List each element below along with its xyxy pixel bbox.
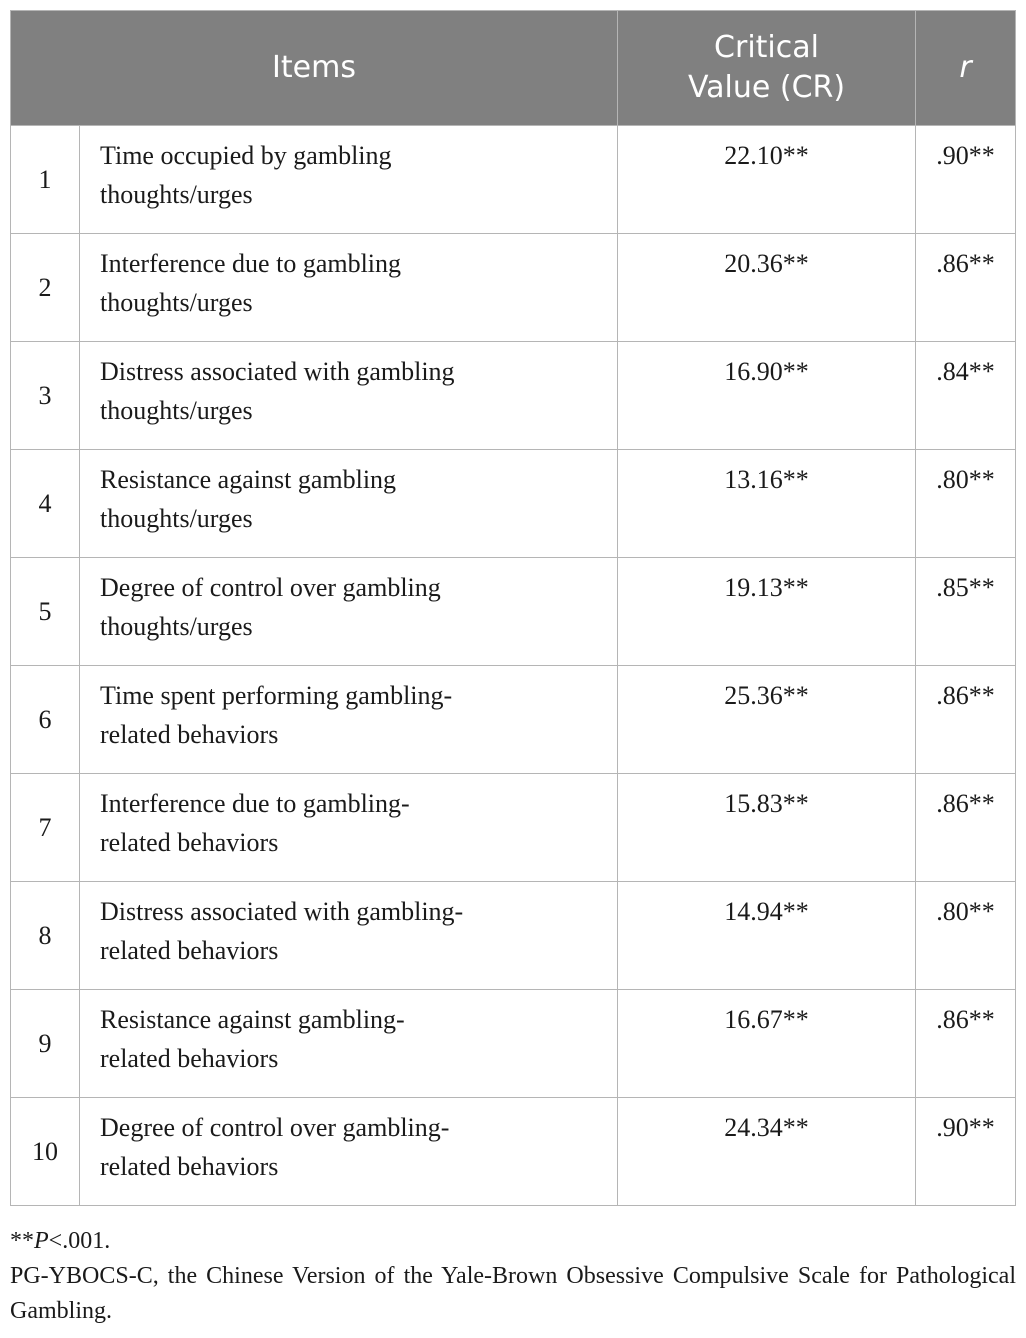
r-value-cell: .90** bbox=[916, 1098, 1016, 1206]
item-description-line2: thoughts/urges bbox=[100, 612, 253, 641]
significance-note bbox=[10, 1224, 1016, 1259]
item-description bbox=[80, 882, 618, 990]
item-description bbox=[80, 234, 618, 342]
item-number: 4 bbox=[11, 450, 80, 558]
item-description bbox=[80, 450, 618, 558]
item-description-line1: Degree of control over gambling bbox=[100, 573, 441, 602]
table-row bbox=[11, 342, 1016, 450]
r-value-cell: .86** bbox=[916, 990, 1016, 1098]
critical-value-cell: 20.36** bbox=[618, 234, 916, 342]
item-description-line2: related behaviors bbox=[100, 936, 279, 965]
critical-value-cell: 16.67** bbox=[618, 990, 916, 1098]
item-description-line2: related behaviors bbox=[100, 720, 279, 749]
item-description bbox=[80, 1098, 618, 1206]
critical-value-cell: 19.13** bbox=[618, 558, 916, 666]
item-number: 5 bbox=[11, 558, 80, 666]
item-description-line1: Degree of control over gambling- bbox=[100, 1113, 450, 1142]
item-number: 8 bbox=[11, 882, 80, 990]
significance-p: P bbox=[34, 1228, 49, 1254]
table-row bbox=[11, 774, 1016, 882]
header-critical-value-line1: Critical bbox=[714, 30, 819, 65]
header-critical-value bbox=[618, 11, 916, 126]
table-row bbox=[11, 666, 1016, 774]
item-description-line2: related behaviors bbox=[100, 1044, 279, 1073]
significance-marker: ** bbox=[10, 1228, 34, 1254]
table-row bbox=[11, 1098, 1016, 1206]
item-description-line1: Time spent performing gambling- bbox=[100, 681, 453, 710]
item-description bbox=[80, 666, 618, 774]
critical-value-cell: 14.94** bbox=[618, 882, 916, 990]
item-description-line1: Distress associated with gambling bbox=[100, 357, 455, 386]
item-description bbox=[80, 558, 618, 666]
item-number: 9 bbox=[11, 990, 80, 1098]
r-value-cell: .90** bbox=[916, 126, 1016, 234]
item-number: 1 bbox=[11, 126, 80, 234]
item-description-line1: Time occupied by gambling bbox=[100, 141, 392, 170]
item-description-line2: thoughts/urges bbox=[100, 396, 253, 425]
item-description bbox=[80, 774, 618, 882]
r-value-cell: .80** bbox=[916, 450, 1016, 558]
item-description-line2: thoughts/urges bbox=[100, 504, 253, 533]
item-number: 10 bbox=[11, 1098, 80, 1206]
r-value-cell: .85** bbox=[916, 558, 1016, 666]
critical-value-cell: 15.83** bbox=[618, 774, 916, 882]
item-description bbox=[80, 126, 618, 234]
table-body bbox=[11, 126, 1016, 1206]
item-description-line1: Resistance against gambling- bbox=[100, 1005, 405, 1034]
header-r: r bbox=[916, 11, 1016, 126]
item-description-line1: Interference due to gambling bbox=[100, 249, 402, 278]
header-row bbox=[11, 11, 1016, 126]
table-row bbox=[11, 558, 1016, 666]
critical-value-cell: 22.10** bbox=[618, 126, 916, 234]
table-row bbox=[11, 450, 1016, 558]
critical-value-cell: 25.36** bbox=[618, 666, 916, 774]
table-row bbox=[11, 990, 1016, 1098]
item-description-line2: thoughts/urges bbox=[100, 180, 253, 209]
table-row bbox=[11, 126, 1016, 234]
item-description bbox=[80, 990, 618, 1098]
item-number: 6 bbox=[11, 666, 80, 774]
r-value-cell: .84** bbox=[916, 342, 1016, 450]
critical-value-cell: 16.90** bbox=[618, 342, 916, 450]
table-footnotes bbox=[10, 1224, 1016, 1329]
critical-value-cell: 24.34** bbox=[618, 1098, 916, 1206]
item-description-line1: Distress associated with gambling- bbox=[100, 897, 464, 926]
results-table bbox=[10, 10, 1016, 1206]
header-items: Items bbox=[11, 11, 618, 126]
header-critical-value-line2: Value (CR) bbox=[687, 70, 846, 105]
significance-value: <.001. bbox=[48, 1228, 111, 1254]
item-description-line2: thoughts/urges bbox=[100, 288, 253, 317]
item-number: 7 bbox=[11, 774, 80, 882]
r-value-cell: .86** bbox=[916, 774, 1016, 882]
table-row bbox=[11, 234, 1016, 342]
table-header bbox=[11, 11, 1016, 126]
abbreviation-note: PG-YBOCS-C, the Chinese Version of the Yale-Brown Obsessive Compulsive Scale for Pathological Gambling. bbox=[10, 1263, 1016, 1324]
item-description bbox=[80, 342, 618, 450]
r-value-cell: .86** bbox=[916, 666, 1016, 774]
results-table-container bbox=[10, 10, 1015, 1206]
item-description-line2: related behaviors bbox=[100, 828, 279, 857]
r-value-cell: .86** bbox=[916, 234, 1016, 342]
item-description-line1: Resistance against gambling bbox=[100, 465, 397, 494]
item-number: 2 bbox=[11, 234, 80, 342]
r-value-cell: .80** bbox=[916, 882, 1016, 990]
item-description-line1: Interference due to gambling- bbox=[100, 789, 410, 818]
critical-value-cell: 13.16** bbox=[618, 450, 916, 558]
table-row bbox=[11, 882, 1016, 990]
item-description-line2: related behaviors bbox=[100, 1152, 279, 1181]
item-number: 3 bbox=[11, 342, 80, 450]
